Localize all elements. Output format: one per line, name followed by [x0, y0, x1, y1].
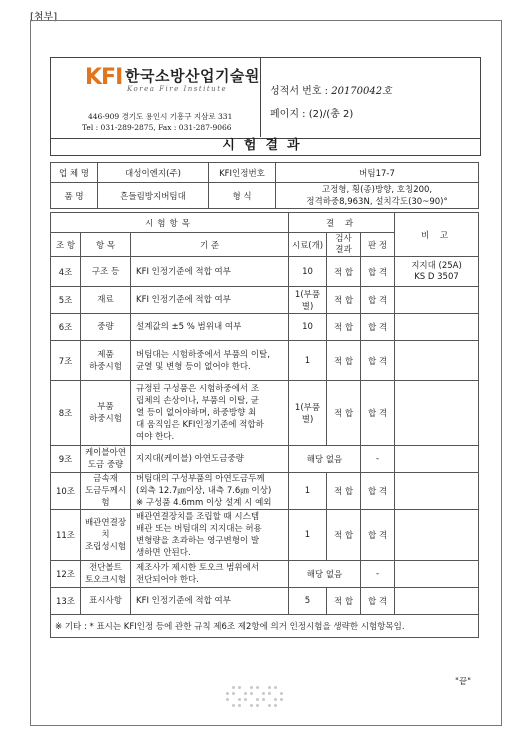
- row-criteria-line: 규정된 구성품은 시험하중에서 조: [136, 384, 260, 394]
- row-item: [81, 446, 131, 473]
- col-result-line1: 검사: [335, 233, 352, 244]
- row-article: 12조: [51, 561, 81, 588]
- row-criteria-line: ※ 구성품 4.6mm 이상 설계 시 예외: [136, 498, 272, 508]
- row-remarks: [395, 473, 479, 510]
- col-article: 조 항: [51, 233, 81, 257]
- org-name-korean: 한국소방산업기술원: [125, 67, 260, 85]
- stamp-dot: [244, 692, 247, 695]
- type-value-line1: 고정형, 횡(종)방향, 호칭200,: [321, 184, 433, 195]
- row-result: 적 합: [327, 341, 361, 381]
- row-criteria-line: KFI 인정기준에 적합 여부: [136, 266, 231, 277]
- row-judgment: -: [361, 561, 395, 588]
- row-criteria-line: 지지대(케이블) 아연도금중량: [136, 454, 244, 464]
- row-item-line: 재료: [97, 295, 114, 305]
- row-result: 적 합: [327, 588, 361, 615]
- row-remarks: [395, 314, 479, 341]
- table-row: [51, 257, 479, 287]
- row-samples: 1(부품별): [289, 287, 327, 314]
- row-samples: 10: [289, 257, 327, 287]
- table-row: [51, 473, 479, 510]
- row-samples: 1: [289, 510, 327, 561]
- cert-no-value: 버팀17-7: [276, 163, 479, 183]
- row-article: 7조: [51, 341, 81, 381]
- row-samples: 1: [289, 341, 327, 381]
- row-criteria-line: 변형량을 초과하는 영구변형이 발: [136, 536, 260, 546]
- report-number-value: 20170042호: [331, 86, 392, 97]
- stamp-dot: [256, 704, 259, 707]
- row-criteria-line: 여야 한다.: [136, 432, 175, 442]
- row-samples: 해당 없음: [289, 446, 361, 473]
- stamp-dot: [238, 686, 241, 689]
- row-article: 10조: [51, 473, 81, 510]
- footnote: ※ 기타 : * 표시는 KFI인정 등에 관한 규칙 제6조 제2항에 의거 인정시험을 생략한 시험항목임.: [51, 615, 479, 638]
- row-criteria: [131, 257, 289, 287]
- row-judgment: 합 격: [361, 257, 395, 287]
- row-criteria-line: 전단되어야 한다.: [136, 575, 199, 585]
- product-label: 품 명: [51, 183, 98, 209]
- row-result: 적 합: [327, 473, 361, 510]
- row-criteria: [131, 473, 289, 510]
- stamp-dot: [274, 686, 277, 689]
- table-row: [51, 588, 479, 615]
- title-box: [50, 137, 481, 156]
- table-row: [51, 446, 479, 473]
- row-article: 9조: [51, 446, 81, 473]
- row-item-line: 제품: [97, 349, 114, 360]
- row-article: 4조: [51, 257, 81, 287]
- row-judgment: 합 격: [361, 473, 395, 510]
- col-judgment: 판 정: [361, 233, 395, 257]
- table-row: [51, 314, 479, 341]
- table-row: [51, 510, 479, 561]
- stamp-pattern: [225, 685, 285, 709]
- row-samples: 1: [289, 473, 327, 510]
- row-judgment: 합 격: [361, 381, 395, 446]
- stamp-dot: [256, 698, 259, 701]
- stamp-dot: [226, 698, 229, 701]
- stamp-dot: [268, 704, 271, 707]
- cert-no-label: KFI인정번호: [209, 163, 276, 183]
- row-item: [81, 314, 131, 341]
- row-remarks: [395, 446, 479, 473]
- row-result: 적 합: [327, 257, 361, 287]
- row-samples: 10: [289, 314, 327, 341]
- row-judgment: 합 격: [361, 588, 395, 615]
- row-item: [81, 561, 131, 588]
- table-row: [51, 341, 479, 381]
- end-mark: "끝": [455, 677, 472, 687]
- report-number: [270, 82, 392, 97]
- attachment-label: [첨부]: [30, 12, 58, 23]
- stamp-dot: [244, 698, 247, 701]
- type-value: [276, 183, 479, 209]
- type-value-line2: 정격하중8,963N, 설치각도(30~90)°: [306, 196, 448, 207]
- row-samples: 1(부품별): [289, 381, 327, 446]
- row-remarks: [395, 588, 479, 615]
- stamp-dot: [274, 704, 277, 707]
- row-item-line: 전단볼트: [89, 563, 122, 573]
- company-label: 업 체 명: [51, 163, 98, 183]
- stamp-dot: [268, 686, 271, 689]
- row-item-line: 표시사항: [89, 596, 122, 606]
- row-criteria-line: 생하면 안된다.: [136, 548, 191, 558]
- org-contact: Tel : 031-289-2875, Fax : 031-287-9066: [82, 123, 232, 132]
- kfi-logo-text: KFI: [85, 65, 123, 90]
- row-remarks: [395, 381, 479, 446]
- stamp-dot: [280, 692, 283, 695]
- type-label: 형 식: [209, 183, 276, 209]
- row-result: 적 합: [327, 510, 361, 561]
- row-criteria: [131, 287, 289, 314]
- row-criteria-line: (외측 12.7㎛이상, 내측 7.6㎛ 이상): [136, 486, 272, 496]
- company-value: 대성이엔지(주): [98, 163, 209, 183]
- row-item-line: 중량: [97, 322, 114, 332]
- row-criteria: [131, 314, 289, 341]
- row-criteria: [131, 381, 289, 446]
- row-criteria-line: 설계값의 ±5 % 범위내 여부: [136, 322, 242, 332]
- row-item: [81, 473, 131, 510]
- page-number: 페이지 : (2)/(총 2): [270, 109, 354, 120]
- row-criteria-line: KFI 인정기준에 적합 여부: [136, 295, 231, 305]
- row-item-line: 하중시험: [89, 414, 122, 424]
- stamp-dot: [280, 698, 283, 701]
- row-remarks: [395, 341, 479, 381]
- table-row: [51, 381, 479, 446]
- stamp-dot: [226, 692, 229, 695]
- org-address: 446-909 경기도 용인시 기흥구 지삼로 331: [88, 112, 233, 121]
- info-table: [50, 162, 479, 209]
- row-criteria-line: 균열 및 변형 등이 없어야 한다.: [136, 361, 251, 372]
- row-criteria-line: 배관연결장치를 조립할 때 시스템: [136, 512, 260, 522]
- stamp-dot: [250, 686, 253, 689]
- row-criteria-line: 버팀대의 구성부품의 아연도금두께: [136, 474, 265, 484]
- row-judgment: 합 격: [361, 314, 395, 341]
- row-judgment: 합 격: [361, 341, 395, 381]
- header-divider: [260, 57, 261, 137]
- col-result: [327, 233, 361, 257]
- row-criteria-line: 배관 또는 버팀대의 지지대는 허용: [136, 524, 262, 534]
- row-item-line: 부품: [97, 402, 114, 412]
- row-criteria-line: KFI 인정기준에 적합 여부: [136, 596, 231, 606]
- head-remarks: 비 고: [395, 213, 479, 257]
- row-item: [81, 510, 131, 561]
- row-item-line: 토오크시험: [84, 575, 127, 585]
- row-remarks: [395, 561, 479, 588]
- stamp-dot: [262, 698, 265, 701]
- row-criteria: [131, 561, 289, 588]
- row-judgment: 합 격: [361, 510, 395, 561]
- row-criteria: [131, 510, 289, 561]
- org-name-english: Korea Fire Institute: [127, 85, 228, 93]
- row-item-line: 하중시험: [89, 361, 122, 372]
- row-item: [81, 257, 131, 287]
- page-title: 시험결과: [222, 138, 309, 153]
- stamp-dot: [238, 698, 241, 701]
- stamp-dot: [232, 686, 235, 689]
- row-item-line: 케이블아연: [84, 448, 127, 458]
- stamp-dot: [238, 704, 241, 707]
- row-criteria-line: 대 움직임은 KFI인정기준에 적합하: [136, 420, 264, 430]
- stamp-dot: [232, 704, 235, 707]
- row-item: [81, 381, 131, 446]
- row-criteria-line: 열 등이 없어야하며, 하중방향 최: [136, 408, 257, 418]
- row-result: 적 합: [327, 287, 361, 314]
- row-remarks: [395, 257, 479, 287]
- row-samples: 해당 없음: [289, 561, 361, 588]
- report-number-label: 성적서 번호 :: [270, 86, 329, 97]
- stamp-dot: [274, 698, 277, 701]
- row-remarks-line: KS D 3507: [414, 271, 459, 282]
- row-item: [81, 588, 131, 615]
- col-item: 항 목: [81, 233, 131, 257]
- row-article: 8조: [51, 381, 81, 446]
- table-row: [51, 561, 479, 588]
- stamp-dot: [250, 704, 253, 707]
- row-remarks: [395, 510, 479, 561]
- row-criteria-line: 버팀대는 시험하중에서 부품의 이탈,: [136, 349, 270, 360]
- row-criteria: [131, 341, 289, 381]
- row-criteria: [131, 588, 289, 615]
- row-article: 11조: [51, 510, 81, 561]
- row-article: 6조: [51, 314, 81, 341]
- stamp-dot: [250, 692, 253, 695]
- row-judgment: 합 격: [361, 287, 395, 314]
- row-item-line: 조립성시험: [84, 542, 127, 552]
- row-remarks-line: 지지대 (25A): [411, 260, 462, 271]
- row-article: 13조: [51, 588, 81, 615]
- row-item: [81, 287, 131, 314]
- stamp-dot: [268, 692, 271, 695]
- stamp-dot: [256, 686, 259, 689]
- row-item-line: 구조 등: [91, 266, 120, 277]
- stamp-dot: [262, 692, 265, 695]
- row-item-line: 배관연결장치: [84, 518, 127, 540]
- stamp-dot: [232, 692, 235, 695]
- table-row: [51, 287, 479, 314]
- row-samples: 5: [289, 588, 327, 615]
- results-rows: [51, 257, 479, 615]
- row-item-line: 도금 중량: [87, 460, 124, 470]
- product-value: 흔들림방지버팀대: [98, 183, 209, 209]
- col-criteria: 기 준: [131, 233, 289, 257]
- col-samples: 시료(개): [289, 233, 327, 257]
- results-table: [50, 212, 479, 638]
- col-result-line2: 결과: [335, 244, 352, 255]
- row-result: 적 합: [327, 314, 361, 341]
- row-criteria-line: 립체의 손상이나, 부품의 이탈, 균: [136, 396, 259, 406]
- row-criteria-line: 제조사가 제시한 토오크 범위에서: [136, 563, 260, 573]
- row-criteria: [131, 446, 289, 473]
- row-article: 5조: [51, 287, 81, 314]
- row-result: 적 합: [327, 381, 361, 446]
- row-judgment: -: [361, 446, 395, 473]
- row-remarks: [395, 287, 479, 314]
- row-item-line: 금속재: [93, 474, 118, 484]
- head-results: 결 과: [289, 213, 395, 233]
- head-test-items: 시험항목: [51, 213, 289, 233]
- row-item: [81, 341, 131, 381]
- kfi-logo: [85, 65, 121, 95]
- row-item-line: 도금두께시험: [84, 486, 127, 508]
